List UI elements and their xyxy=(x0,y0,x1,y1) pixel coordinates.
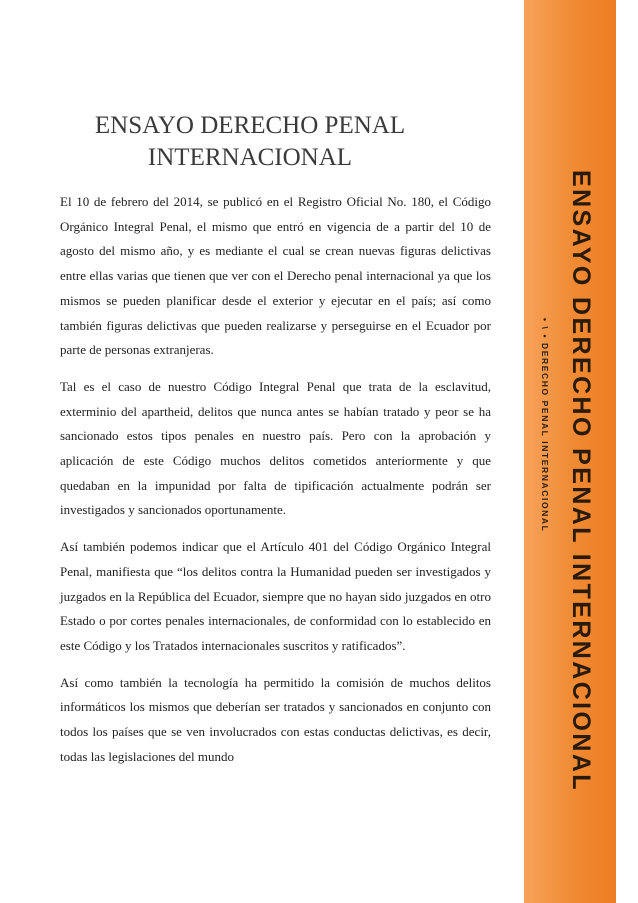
document-title: ENSAYO DERECHO PENAL INTERNACIONAL xyxy=(94,112,406,171)
paragraph-2: Tal es el caso de nuestro Código Integral Penal que trata de la esclavitud, exterminio del apartheid, delitos que nunca antes se habían tratado y peor se ha sancionado estos tipos penales en nuestro país. Pero con la aprobación y aplicación de este Código muchos delitos cometidos anteriormente y que quedaban en la impunidad por falta de tipificación actualmente podrán ser investigados y sancionados oportunamente. xyxy=(60,378,491,518)
paragraph-4: Así como también la tecnología ha permitido la comisión de muchos delitos informáticos los mismos que deberían ser tratados y sancionados en conjunto con todos los países que se ven involucrados con estas conductas delictivas, es decir, todas las legislaciones del mundo xyxy=(60,674,491,764)
sidebar-subtitle: • \ • DERECHO PENAL INTERNACIONAL xyxy=(540,318,550,533)
paragraph-1: El 10 de febrero del 2014, se publicó en el Registro Oficial No. 180, el Código Orgánico Integral Penal, el mismo que entró en vigencia de a partir del 10 de agosto del mismo año, y es mediante el cual se crean nuevas figuras delictivas entre ellas varias que tienen que ver con el Derecho penal internacional ya que los mismos se pueden planificar desde el exterior y ejecutar en el país; así como también figuras delictivas que pueden realizarse y perseguirse en el Ecuador por parte de personas extranjeras. xyxy=(60,194,491,358)
sidebar-title: ENSAYO DERECHO PENAL INTERNACIONAL xyxy=(567,170,595,792)
paragraph-3: Así también podemos indicar que el Artículo 401 del Código Orgánico Integral Penal, manifiesta que “los delitos contra la Humanidad pueden ser investigados y juzgados en la República del Ecuador, siempre que no hayan sido juzgados en otro Estado o por cortes penales internacionales, de conformidad con lo establecido en este Código y los Tratados internacionales suscritos y ratificados”. xyxy=(60,539,491,653)
document-body xyxy=(60,190,491,781)
